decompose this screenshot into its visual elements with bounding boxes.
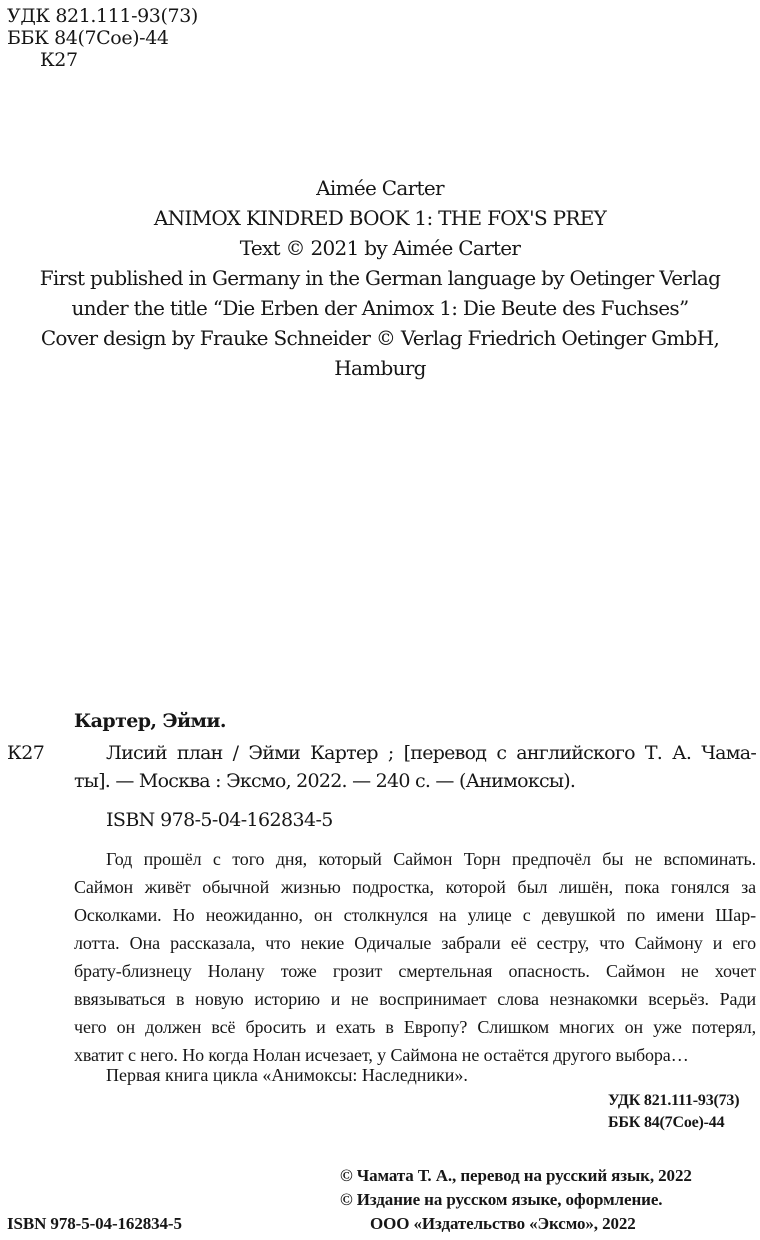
series-note: Первая книга цикла «Анимоксы: Наследники». bbox=[106, 1065, 468, 1085]
rights-line: Hamburg bbox=[334, 356, 426, 380]
annotation-line: чего он должен всё бросить и ехать в Европу? Слишком многих он уже потерял, bbox=[74, 1017, 756, 1037]
annotation-line: ввязываться в новую историю и не воспринимает слова незнакомки всерьёз. Ради bbox=[74, 989, 756, 1009]
annotation-line: хватит с него. Но когда Нолан исчезает, у Саймона не остаётся другого выбора… bbox=[74, 1045, 689, 1065]
rights-line: Aimée Carter bbox=[316, 176, 444, 200]
author-mark: К27 bbox=[40, 49, 78, 71]
isbn-bottom: ISBN 978-5-04-162834-5 bbox=[7, 1214, 182, 1233]
rights-line: First published in Germany in the German language by Oetinger Verlag bbox=[39, 266, 721, 290]
rights-line: Text © 2021 by Aimée Carter bbox=[239, 236, 521, 260]
rights-block bbox=[0, 173, 760, 383]
annotation-line: Осколками. Но неожиданно, он столкнулся на улице с девушкой по имени Шар- bbox=[74, 905, 756, 925]
bib-description-line: Лисий план / Эйми Картер ; [перевод с английского Т. А. Чама- bbox=[106, 742, 756, 764]
rights-line: ANIMOX KINDRED BOOK 1: THE FOX'S PREY bbox=[153, 206, 607, 230]
classification-codes-bottom bbox=[608, 1090, 739, 1134]
bbk-code: ББК 84(7Сое)-44 bbox=[608, 1114, 725, 1131]
copyright-line: ООО «Издательство «Эксмо», 2022 bbox=[370, 1214, 636, 1233]
bib-author-mark: К27 bbox=[7, 742, 45, 764]
udk-code: УДК 821.111-93(73) bbox=[608, 1092, 740, 1109]
udk-code: УДК 821.111-93(73) bbox=[7, 5, 198, 27]
bib-description-line: ты]. — Москва : Эксмо, 2022. — 240 с. — (Анимоксы). bbox=[74, 770, 576, 792]
bib-isbn: ISBN 978-5-04-162834-5 bbox=[106, 809, 333, 831]
annotation bbox=[74, 845, 756, 1069]
bbk-code: ББК 84(7Сое)-44 bbox=[7, 27, 169, 49]
copyright-line: © Чамата Т. А., перевод на русский язык, 2022 bbox=[340, 1166, 692, 1185]
rights-line: Cover design by Frauke Schneider © Verlag Friedrich Oetinger GmbH, bbox=[40, 326, 720, 350]
rights-line: under the title “Die Erben der Animox 1: Die Beute des Fuchses” bbox=[71, 296, 689, 320]
copyright-block bbox=[340, 1164, 692, 1236]
classification-codes-top bbox=[7, 5, 198, 71]
copyright-line: © Издание на русском языке, оформление. bbox=[340, 1190, 663, 1209]
bib-description bbox=[74, 739, 756, 795]
annotation-line: брату-близнецу Нолану тоже грозит смертельная опасность. Саймон не хочет bbox=[74, 961, 756, 981]
annotation-line: Саймон живёт обычной жизнью подростка, которой был лишён, пока гонялся за bbox=[74, 877, 756, 897]
annotation-line: лотта. Она рассказала, что некие Одичалые забрали её сестру, что Саймону и его bbox=[74, 933, 756, 953]
annotation-line: Год прошёл с того дня, который Саймон Торн предпочёл бы не вспоминать. bbox=[106, 849, 756, 869]
bib-author-heading: Картер, Эйми. bbox=[74, 710, 226, 732]
